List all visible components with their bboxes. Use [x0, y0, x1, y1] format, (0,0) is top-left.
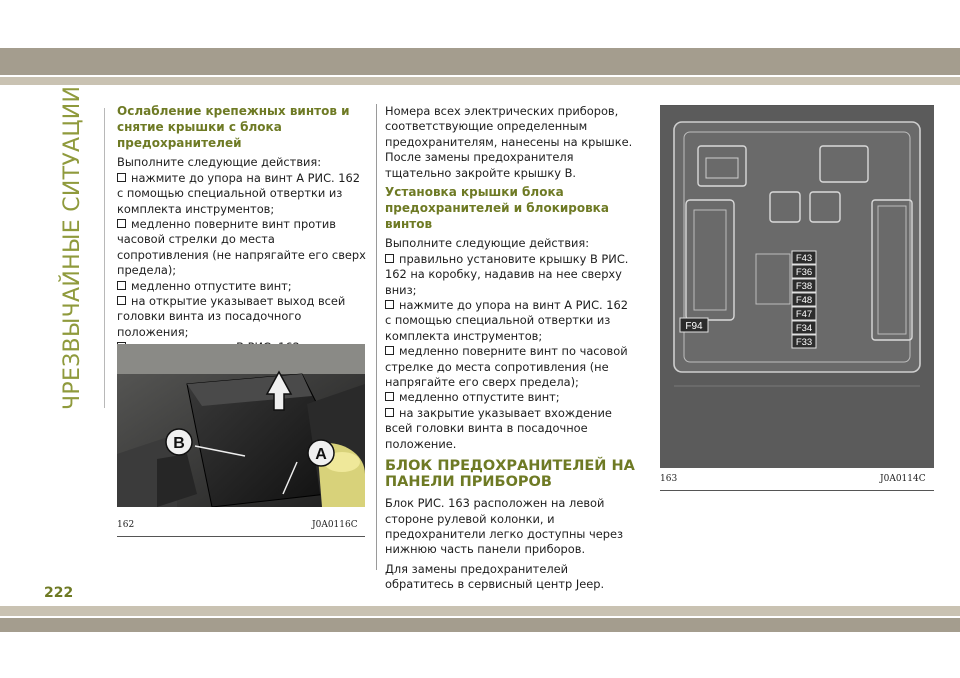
checkbox-icon	[117, 173, 126, 182]
fuse-column	[792, 251, 816, 348]
figure-163-number: 163	[660, 474, 678, 484]
chapter-side-title: ЧРЕЗВЫЧАЙНЫЕ СИТУАЦИИ	[60, 85, 85, 410]
intro-text: Выполните следующие действия:	[117, 155, 322, 170]
fuse-f47-label: F47	[795, 309, 813, 320]
step-item: нажмите до упора на винт А РИС. 162 с помощью специальной отвертки из комплекта инструментов;	[117, 170, 361, 216]
figure-162-photo	[117, 344, 365, 507]
step-item: медленно поверните винт против часовой стрелки до места сопротивления (не напрягайте его сверх предела);	[117, 217, 366, 278]
paragraph: Для замены предохранителей обратитесь в сервисный центр Jeep.	[385, 561, 605, 592]
top-margin	[0, 0, 960, 44]
checkbox-icon	[385, 254, 394, 263]
fuse-f38-label: F38	[795, 281, 813, 292]
checkbox-icon	[385, 392, 394, 401]
paragraph: Номера всех электрических приборов, соответствующие определенным предохранителям, нанесены на крышке. После замены предохранителя тщательно закройте крышку В.	[385, 104, 633, 180]
header-stripe	[0, 77, 960, 85]
section-heading-install: Установка крышки блока предохранителей и блокировка винтов	[385, 185, 609, 231]
section-heading-dashboard-fusebox: БЛОК ПРЕДОХРАНИТЕЛЕЙ НА ПАНЕЛИ ПРИБОРОВ	[385, 458, 635, 491]
step-item: медленно отпустите винт;	[117, 279, 367, 294]
paragraph: Блок РИС. 163 расположен на левой стороне рулевой колонки, и предохранители легко доступны через нижнюю часть панели приборов.	[385, 496, 624, 557]
fuse-box-diagram	[660, 106, 934, 468]
footer-stripe	[0, 606, 960, 616]
intro-text: Выполните следующие действия:	[385, 236, 590, 251]
step-item: на закрытие указывает вхождение всей головки винта в посадочное положение.	[385, 405, 612, 451]
fuse-f36-label: F36	[795, 267, 813, 278]
checkbox-icon	[117, 281, 126, 290]
checkbox-icon	[385, 346, 394, 355]
right-column	[385, 104, 637, 593]
checkbox-icon	[385, 408, 394, 417]
page-number: 222	[44, 585, 74, 601]
fuse-f43-label: F43	[795, 253, 813, 264]
figure-163-caption-rule	[660, 490, 934, 491]
figure-163-diagram	[660, 105, 934, 468]
step-item: медленно отпустите винт;	[385, 390, 637, 405]
checkbox-icon	[385, 300, 394, 309]
step-item: на открытие указывает выход всей головки винта из посадочного положения;	[117, 294, 346, 339]
figure-163-code: J0A0114C	[880, 474, 926, 484]
column-divider	[376, 104, 377, 570]
step-item: медленно поверните винт по часовой стрелке до места сопротивления (не напрягайте его сверх предела);	[385, 344, 628, 390]
fuse-f34-label: F34	[795, 323, 813, 334]
figure-162-number: 162	[117, 520, 135, 530]
section-heading-loosening: Ослабление крепежных винтов и снятие крышки с блока предохранителей	[117, 104, 350, 150]
step-item: нажмите до упора на винт А РИС. 162 с помощью специальной отвертки из комплекта инструментов;	[385, 298, 629, 343]
fuse-f48-label: F48	[795, 295, 813, 306]
checkbox-icon	[117, 296, 126, 305]
figure-162-caption-rule	[117, 536, 365, 537]
checkbox-icon	[117, 219, 126, 228]
fuse-box-photo-illustration	[117, 344, 365, 507]
header-band	[0, 48, 960, 75]
footer-band	[0, 618, 960, 632]
fuse-f33-label: F33	[795, 337, 813, 348]
callout-a-label: A	[315, 446, 327, 463]
fuse-f94-label: F94	[685, 321, 703, 332]
step-item: правильно установите крышку В РИС. 162 на коробку, надавив на нее сверху вниз;	[385, 251, 629, 297]
side-divider	[104, 108, 105, 408]
callout-b-label: B	[173, 435, 185, 452]
figure-162-code: J0A0116C	[312, 520, 358, 530]
